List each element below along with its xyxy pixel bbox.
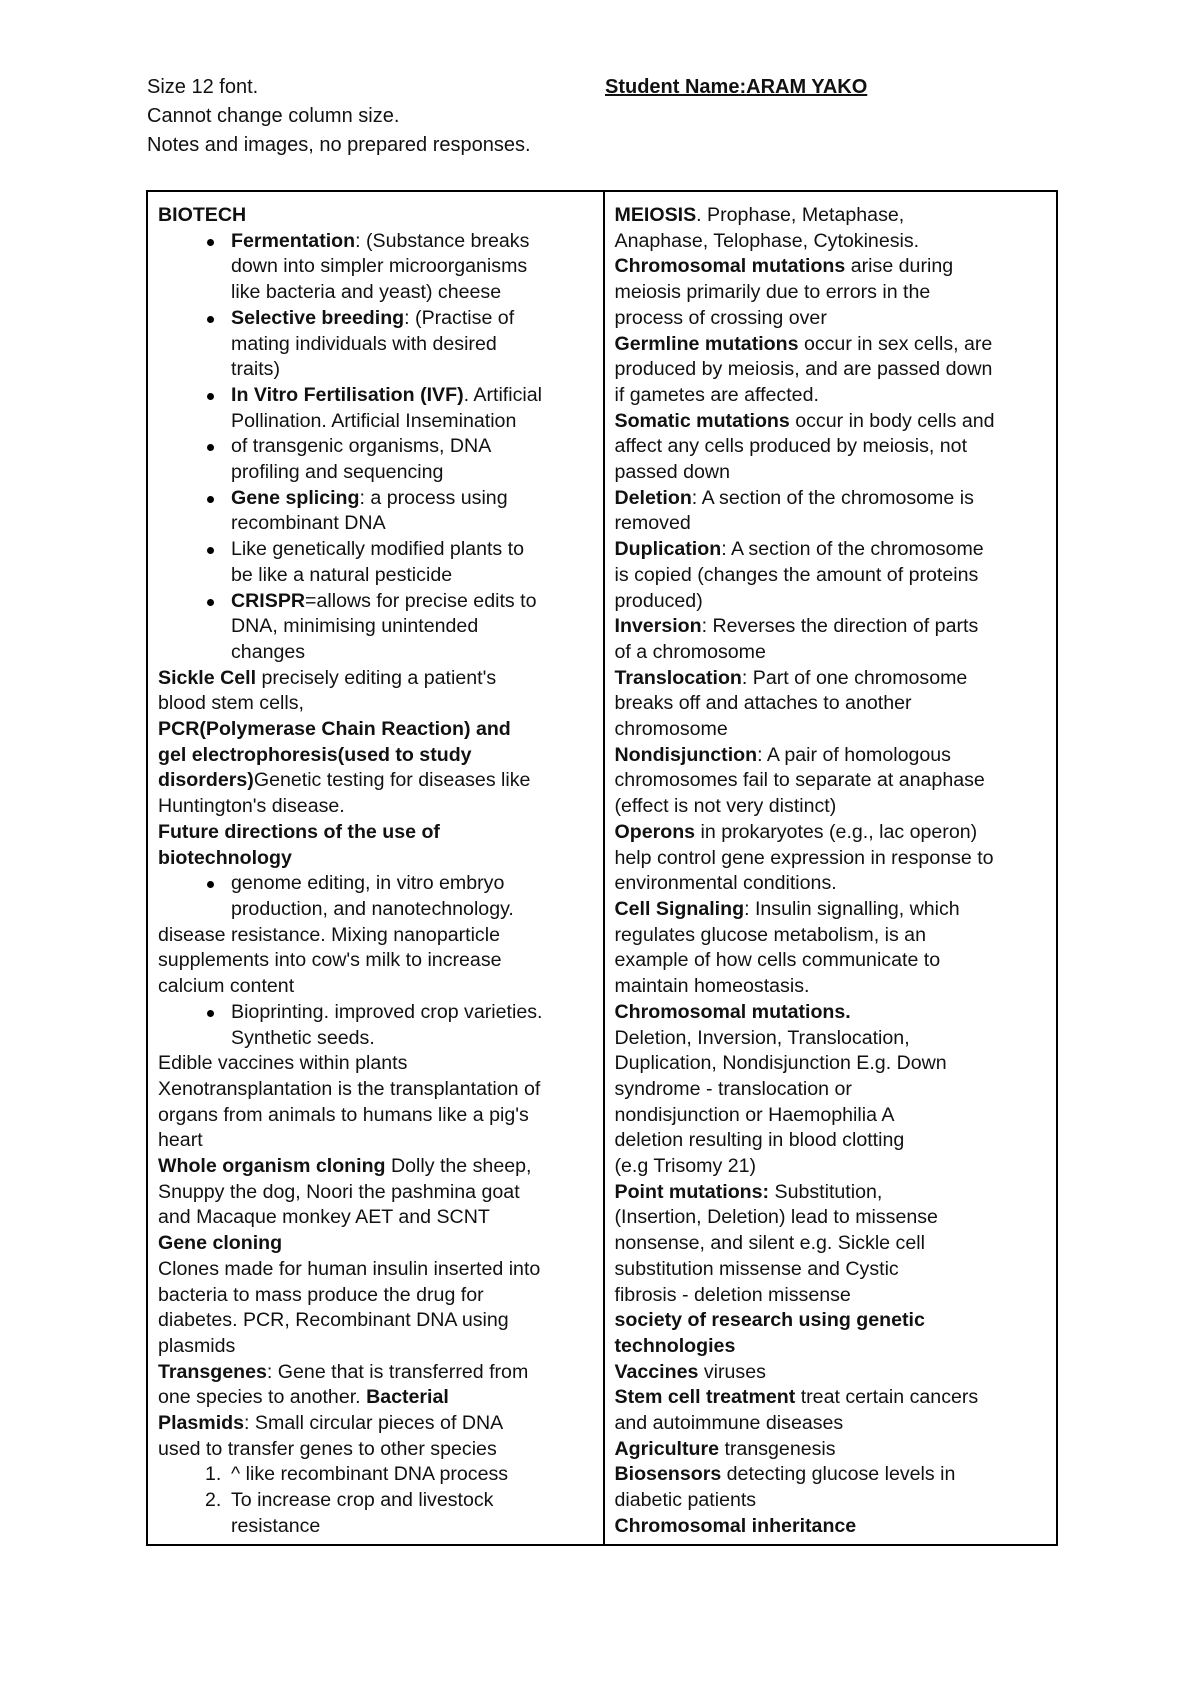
bold-term: Germline mutations [614, 332, 799, 355]
text-run: used to transfer genes to other species [158, 1437, 497, 1460]
text-line [158, 1283, 593, 1309]
text-run: environmental conditions. [614, 872, 837, 895]
text-run: arise during [845, 255, 954, 278]
text-run: DNA, minimising unintended [231, 615, 479, 638]
text-line [615, 666, 1047, 692]
bold-term: Bacterial [366, 1386, 449, 1409]
text-run: transgenesis [719, 1437, 836, 1460]
text-line [158, 974, 593, 1000]
header-line [147, 102, 1067, 131]
text-run: (effect is not very distinct) [614, 795, 837, 818]
bold-term: Gene splicing [231, 486, 360, 509]
text-line [158, 1180, 593, 1206]
text-line [615, 1514, 1047, 1540]
text-line [615, 203, 1047, 229]
bold-term: In Vitro Fertilisation (IVF) [231, 383, 464, 406]
notes-table [146, 190, 1058, 1546]
text-line [615, 1334, 1047, 1360]
text-run: be like a natural pesticide [231, 563, 453, 586]
text-line [158, 923, 593, 949]
text-line [615, 1000, 1047, 1026]
header-line [147, 131, 1067, 160]
text-run: heart [158, 1129, 203, 1152]
text-run: occur in body cells and [789, 409, 995, 432]
text-line [158, 794, 593, 820]
text-line [615, 332, 1047, 358]
text-run: like bacteria and yeast) cheese [231, 281, 502, 304]
numbered-list-item [158, 1514, 593, 1540]
text-line [615, 1026, 1047, 1052]
bullet-list-item [158, 357, 593, 383]
text-run: down into simpler microorganisms [231, 255, 528, 278]
list-number: 2. [205, 1489, 222, 1512]
text-run: Duplication, Nondisjunction E.g. Down [614, 1052, 947, 1075]
text-run: calcium content [158, 975, 295, 998]
text-run: breaks off and attaches to another [614, 692, 912, 715]
text-run: plasmids [158, 1334, 236, 1357]
text-run: syndrome - translocation or [614, 1077, 852, 1100]
text-run: removed [614, 512, 691, 535]
text-line [158, 743, 593, 769]
bold-term: Chromosomal mutations. [614, 1000, 851, 1023]
text-line [615, 1385, 1047, 1411]
text-line [158, 1205, 593, 1231]
text-run: of transgenic organisms, DNA [231, 435, 492, 458]
text-line [615, 974, 1047, 1000]
bold-term: technologies [614, 1334, 736, 1357]
text-run: . Prophase, Metaphase, [696, 204, 905, 226]
text-line [615, 1308, 1047, 1334]
list-number: 1. [205, 1463, 222, 1486]
bold-term: Somatic mutations [614, 409, 790, 432]
text-run: changes [231, 640, 306, 663]
text-run: produced) [614, 589, 703, 612]
header-line [147, 73, 1067, 102]
bullet-list-item [158, 383, 593, 409]
bold-term: Vaccines [614, 1360, 699, 1383]
text-line [615, 1051, 1047, 1077]
text-line [615, 614, 1047, 640]
header-line-text: Cannot change column size. [147, 105, 400, 127]
text-run: traits) [231, 358, 280, 381]
text-line [158, 1103, 593, 1129]
document-header [147, 73, 1067, 160]
text-line [615, 460, 1047, 486]
text-run: Huntington's disease. [158, 795, 345, 818]
text-run: genome editing, in vitro embryo [231, 872, 505, 895]
text-run: Dolly the sheep, [385, 1155, 532, 1178]
text-run: Deletion, Inversion, Translocation, [614, 1026, 910, 1049]
bold-term: Gene cloning [158, 1232, 283, 1255]
bold-term: gel electrophoresis(used to study [158, 743, 472, 766]
text-line [158, 203, 593, 229]
text-line [158, 1360, 593, 1386]
text-run: precisely editing a patient's [256, 666, 497, 689]
text-run: meiosis primarily due to errors in the [614, 281, 931, 304]
text-line [158, 1051, 593, 1077]
text-run: disease resistance. Mixing nanoparticle [158, 923, 500, 946]
bold-term: Stem cell treatment [614, 1386, 796, 1409]
text-run: one species to another. [158, 1386, 367, 1409]
text-line [615, 383, 1047, 409]
text-run: : a process using [359, 486, 508, 509]
text-run: Xenotransplantation is the transplantation of [158, 1077, 541, 1100]
text-run: . Artificial [463, 383, 543, 406]
bold-term: Cell Signaling [614, 897, 745, 920]
bullet-list-item [158, 511, 593, 537]
text-run: viruses [698, 1360, 766, 1383]
text-line [615, 717, 1047, 743]
text-line [158, 1154, 593, 1180]
text-line [158, 1128, 593, 1154]
text-run: : A section of the chromosome [721, 538, 984, 561]
text-line [615, 1411, 1047, 1437]
header-line-text: Size 12 font. [147, 76, 259, 98]
text-run: process of crossing over [614, 306, 827, 329]
text-line [158, 948, 593, 974]
text-run: of a chromosome [614, 640, 766, 663]
numbered-list-item [158, 1462, 593, 1488]
bullet-list-item [158, 1000, 593, 1026]
bold-term: Fermentation [231, 229, 356, 252]
text-run: mating individuals with desired [231, 332, 497, 355]
bullet-list-item [158, 537, 593, 563]
text-line [615, 357, 1047, 383]
text-line [158, 1308, 593, 1334]
text-line [615, 254, 1047, 280]
text-line [158, 1385, 593, 1411]
text-line [615, 1205, 1047, 1231]
text-run: (Insertion, Deletion) lead to missense [614, 1206, 938, 1229]
text-line [158, 846, 593, 872]
text-run: if gametes are affected. [614, 383, 819, 406]
student-name-field [605, 73, 867, 102]
bullet-list-item [158, 332, 593, 358]
text-line [615, 1154, 1047, 1180]
text-line [615, 1103, 1047, 1129]
text-line [615, 923, 1047, 949]
text-run: and Macaque monkey AET and SCNT [158, 1206, 490, 1229]
bold-term: Agriculture [614, 1437, 720, 1460]
student-name-value: ARAM YAKO [746, 76, 868, 98]
bullet-list-item [158, 306, 593, 332]
bold-term: Point mutations: [614, 1180, 770, 1203]
text-run: Clones made for human insulin inserted into [158, 1257, 541, 1280]
text-line [615, 1283, 1047, 1309]
text-run: chromosomes fail to separate at anaphase [614, 769, 985, 792]
text-run: example of how cells communicate to [614, 949, 941, 972]
text-line [158, 1257, 593, 1283]
text-line [615, 280, 1047, 306]
text-line [615, 563, 1047, 589]
text-line [615, 1488, 1047, 1514]
text-run: production, and nanotechnology. [231, 897, 514, 920]
text-run: substitution missense and Cystic [614, 1257, 899, 1280]
text-line [615, 768, 1047, 794]
bullet-list-item [158, 614, 593, 640]
text-run: detecting glucose levels in [721, 1463, 956, 1486]
text-line [615, 871, 1047, 897]
text-run: organs from animals to humans like a pig's [158, 1103, 529, 1126]
bold-term: Operons [614, 820, 696, 843]
text-line [615, 306, 1047, 332]
bold-term: disorders) [158, 769, 254, 792]
text-run: chromosome [614, 718, 728, 741]
text-run: recombinant DNA [231, 512, 386, 535]
text-run: Synthetic seeds. [231, 1026, 375, 1049]
text-run: : (Substance breaks [355, 229, 530, 252]
bold-term: Biosensors [614, 1463, 722, 1486]
text-run: in prokaryotes (e.g., lac operon) [695, 820, 978, 843]
text-run: profiling and sequencing [231, 461, 444, 484]
text-run: and autoimmune diseases [614, 1412, 844, 1435]
text-line [158, 1231, 593, 1257]
left-column [148, 192, 605, 1544]
text-line [158, 717, 593, 743]
text-run: : Part of one chromosome [741, 666, 968, 689]
text-run: occur in sex cells, are [798, 332, 993, 355]
bold-term: Deletion [614, 486, 692, 509]
text-line [615, 743, 1047, 769]
text-run: affect any cells produced by meiosis, not [614, 435, 968, 458]
text-line [615, 511, 1047, 537]
header-line-text: Notes and images, no prepared responses. [147, 134, 531, 156]
text-line [615, 1437, 1047, 1463]
bold-term: Chromosomal inheritance [614, 1514, 857, 1537]
text-line [615, 1077, 1047, 1103]
text-line [615, 1128, 1047, 1154]
bullet-list-item [158, 897, 593, 923]
text-run: Substitution, [769, 1180, 883, 1203]
text-run: : Reverses the direction of parts [701, 615, 979, 638]
text-line [158, 820, 593, 846]
text-run: passed down [614, 461, 730, 484]
text-run: ^ like recombinant DNA process [231, 1463, 509, 1486]
text-run: : Gene that is transferred from [266, 1360, 529, 1383]
bold-term: Whole organism cloning [158, 1155, 386, 1178]
bold-term: PCR(Polymerase Chain Reaction) and [158, 718, 511, 741]
bullet-list-item [158, 640, 593, 666]
text-line [615, 409, 1047, 435]
text-line [615, 486, 1047, 512]
text-run: regulates glucose metabolism, is an [614, 923, 926, 946]
bold-term: biotechnology [158, 846, 292, 869]
bullet-list-item [158, 486, 593, 512]
numbered-list-item [158, 1488, 593, 1514]
bullet-list-item [158, 409, 593, 435]
text-run: bacteria to mass produce the drug for [158, 1283, 484, 1306]
bullet-list-item [158, 1026, 593, 1052]
text-line [615, 1180, 1047, 1206]
text-line [615, 1360, 1047, 1386]
bold-term: Translocation [614, 666, 742, 689]
text-run: help control gene expression in response to [614, 846, 994, 869]
text-run: Genetic testing for diseases like [253, 769, 531, 792]
text-run: : A pair of homologous [757, 743, 951, 766]
text-run: To increase crop and livestock [231, 1489, 494, 1512]
text-line [615, 537, 1047, 563]
bold-term: Nondisjunction [614, 743, 758, 766]
text-line [615, 434, 1047, 460]
text-line [615, 1257, 1047, 1283]
text-run: Pollination. Artificial Insemination [231, 409, 517, 432]
bullet-list-item [158, 871, 593, 897]
text-line [615, 1231, 1047, 1257]
text-line [158, 1437, 593, 1463]
text-line [615, 589, 1047, 615]
text-line [615, 897, 1047, 923]
student-name-label: Student Name: [605, 76, 747, 98]
text-line [158, 691, 593, 717]
bullet-list-item [158, 589, 593, 615]
text-run: : Small circular pieces of DNA [244, 1412, 504, 1435]
text-run: treat certain cancers [795, 1386, 979, 1409]
text-run: Edible vaccines within plants [158, 1052, 408, 1075]
bold-term: Duplication [614, 538, 722, 561]
text-line [158, 1334, 593, 1360]
text-run: diabetes. PCR, Recombinant DNA using [158, 1309, 509, 1332]
text-line [615, 846, 1047, 872]
bullet-list-item [158, 254, 593, 280]
bold-term: CRISPR [231, 589, 306, 612]
text-run: (e.g Trisomy 21) [614, 1155, 757, 1178]
text-run: Anaphase, Telophase, Cytokinesis. [614, 229, 920, 252]
text-run: supplements into cow's milk to increase [158, 949, 502, 972]
text-run: is copied (changes the amount of proteins [614, 563, 979, 586]
text-run: maintain homeostasis. [614, 975, 810, 998]
bold-term: Plasmids [158, 1412, 245, 1435]
text-run: : (Practise of [404, 306, 515, 329]
bullet-list-item [158, 460, 593, 486]
text-run: =allows for precise edits to [305, 589, 537, 612]
bold-term: BIOTECH [158, 204, 247, 226]
text-line [615, 948, 1047, 974]
bold-term: Future directions of the use of [158, 820, 440, 843]
bold-term: Selective breeding [231, 306, 405, 329]
text-line [615, 229, 1047, 255]
bold-term: society of research using genetic [614, 1309, 925, 1332]
text-line [615, 691, 1047, 717]
text-line [615, 1462, 1047, 1488]
text-run: : Insulin signalling, which [744, 897, 960, 920]
text-run: produced by meiosis, and are passed down [614, 358, 993, 381]
bold-term: Inversion [614, 615, 702, 638]
text-run: : A section of the chromosome is [691, 486, 974, 509]
text-line [615, 820, 1047, 846]
text-line [158, 1077, 593, 1103]
bullet-list-item [158, 434, 593, 460]
text-run: Snuppy the dog, Noori the pashmina goat [158, 1180, 520, 1203]
text-run: resistance [231, 1514, 321, 1537]
text-run: blood stem cells, [158, 692, 304, 715]
bold-term: Sickle Cell [158, 666, 257, 689]
text-run: fibrosis - deletion missense [614, 1283, 851, 1306]
text-run: deletion resulting in blood clotting [614, 1129, 905, 1152]
text-line [615, 640, 1047, 666]
text-run: Like genetically modified plants to [231, 538, 524, 561]
bullet-list-item [158, 229, 593, 255]
text-line [158, 768, 593, 794]
bullet-list-item [158, 563, 593, 589]
text-run: diabetic patients [614, 1489, 757, 1512]
text-run: Bioprinting. improved crop varieties. [231, 1000, 543, 1023]
bullet-list-item [158, 280, 593, 306]
right-column [605, 192, 1057, 1544]
bold-term: Transgenes [158, 1360, 267, 1383]
bold-term: MEIOSIS [614, 204, 697, 226]
text-line [158, 666, 593, 692]
text-run: nondisjunction or Haemophilia A [614, 1103, 895, 1126]
text-line [158, 1411, 593, 1437]
text-line [615, 794, 1047, 820]
text-run: nonsense, and silent e.g. Sickle cell [614, 1232, 925, 1255]
bold-term: Chromosomal mutations [614, 255, 846, 278]
